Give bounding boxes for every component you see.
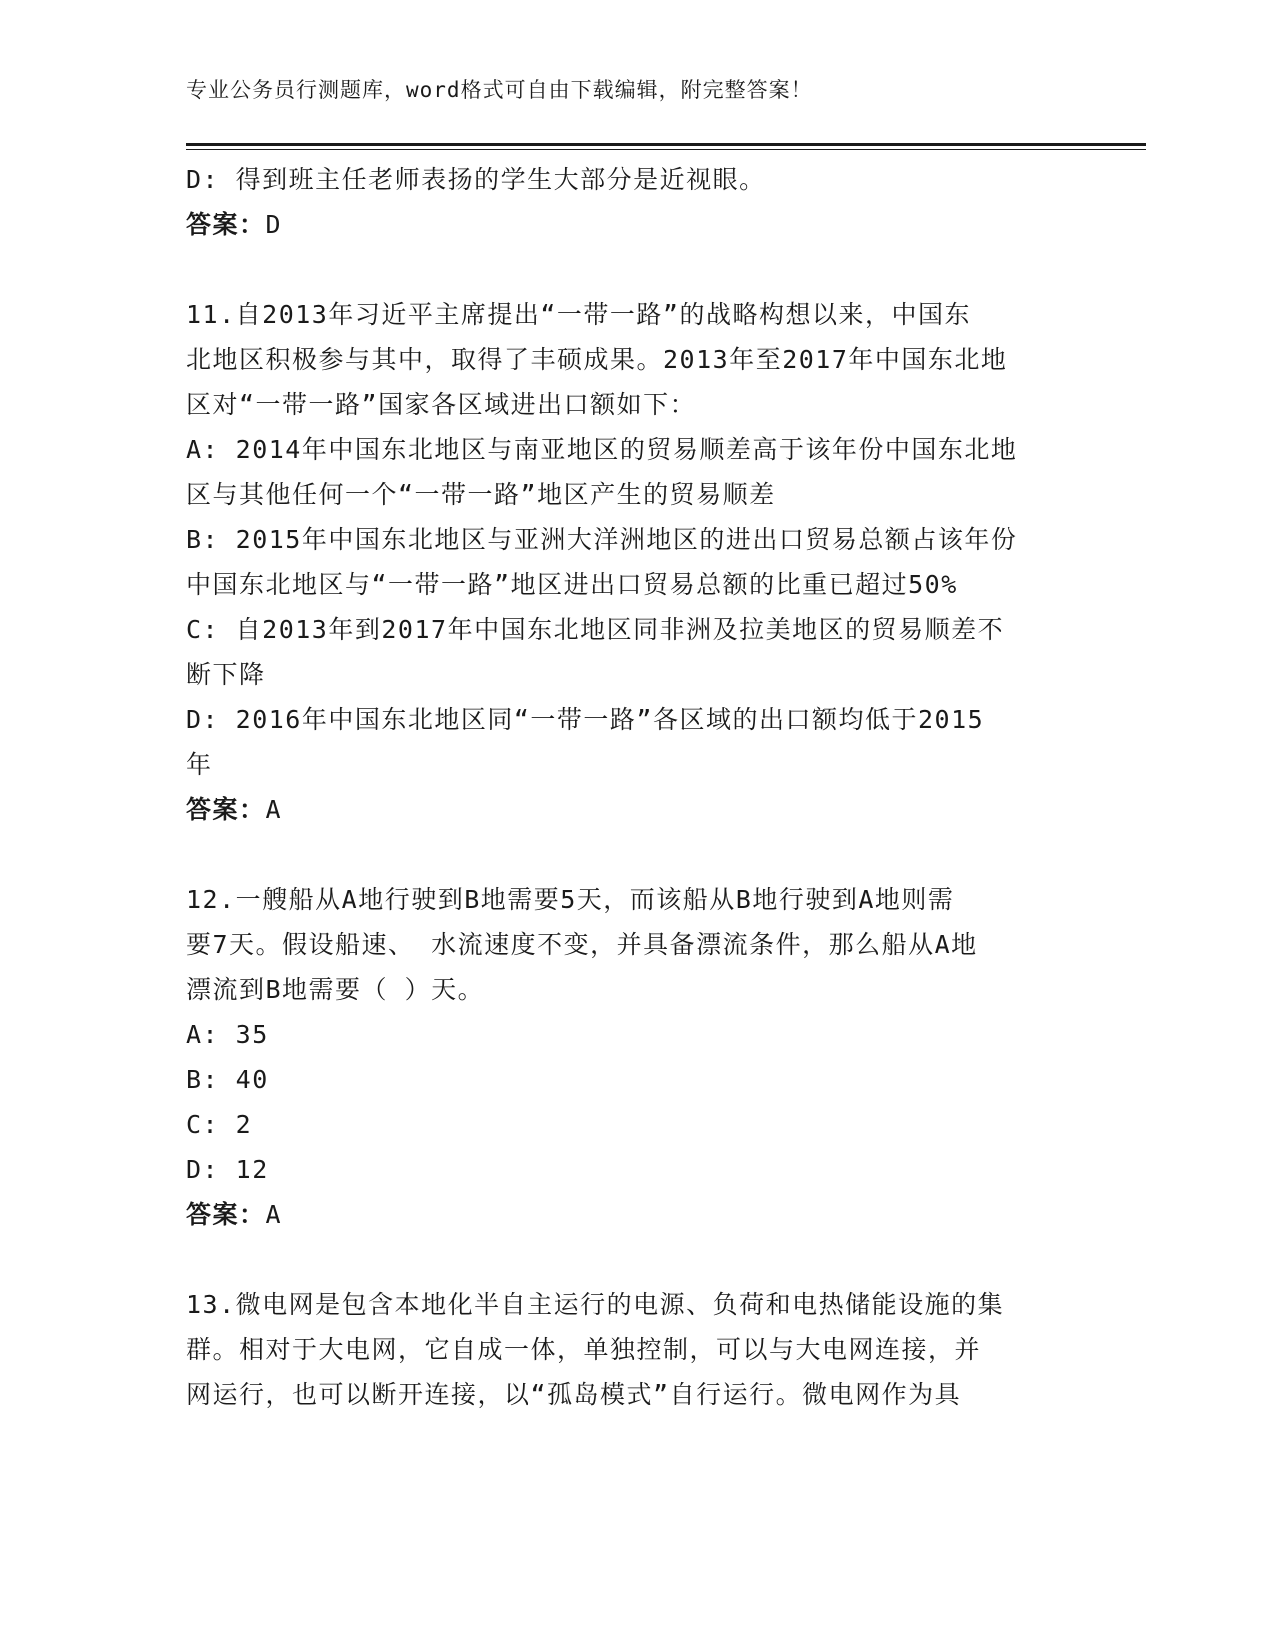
q11-option-d-line-1: D: 2016年中国东北地区同“一带一路”各区域的出口额均低于2015 xyxy=(186,705,985,734)
q11-option-d-line-2: 年 xyxy=(186,750,213,779)
q11-option-c-line-2: 断下降 xyxy=(186,660,266,689)
q13-stem-line-2: 群。相对于大电网，它自成一体，单独控制，可以与大电网连接，并 xyxy=(186,1335,982,1364)
q10-option-d: D: 得到班主任老师表扬的学生大部分是近视眼。 xyxy=(186,165,766,194)
q12-stem-line-3: 漂流到B地需要（ ）天。 xyxy=(186,975,485,1004)
q11-option-a-line-1: A: 2014年中国东北地区与南亚地区的贸易顺差高于该年份中国东北地 xyxy=(186,435,1018,464)
answer-value: A xyxy=(265,795,283,824)
answer-label: 答案： xyxy=(186,210,266,239)
q11-option-c-line-1: C: 自2013年到2017年中国东北地区同非洲及拉美地区的贸易顺差不 xyxy=(186,615,1005,644)
q11-stem-line-1: 11.自2013年习近平主席提出“一带一路”的战略构想以来，中国东 xyxy=(186,300,971,329)
header-divider xyxy=(186,143,1146,146)
answer-value: A xyxy=(265,1200,283,1229)
q12-stem-line-2: 要7天。假设船速、 水流速度不变，并具备漂流条件，那么船从A地 xyxy=(186,930,978,959)
answer-label: 答案： xyxy=(186,1200,266,1229)
document-body xyxy=(186,157,1086,1417)
q12-stem-line-1: 12.一艘船从A地行驶到B地需要5天，而该船从B地行驶到A地则需 xyxy=(186,885,955,914)
q12-option-d: D: 12 xyxy=(186,1155,269,1184)
q12-option-b: B: 40 xyxy=(186,1065,269,1094)
q13-stem-line-3: 网运行，也可以断开连接，以“孤岛模式”自行运行。微电网作为具 xyxy=(186,1380,962,1409)
answer-value: D xyxy=(265,210,283,239)
q11-answer xyxy=(186,787,1086,832)
q12-option-c: C: 2 xyxy=(186,1110,253,1139)
q13-stem-line-1: 13.微电网是包含本地化半自主运行的电源、负荷和电热储能设施的集 xyxy=(186,1290,1005,1319)
q12-option-a: A: 35 xyxy=(186,1020,269,1049)
q11-option-b-line-2: 中国东北地区与“一带一路”地区进出口贸易总额的比重已超过50% xyxy=(186,570,958,599)
answer-label: 答案： xyxy=(186,795,266,824)
q10-answer xyxy=(186,202,1086,247)
header-divider-thin xyxy=(186,149,1146,150)
q11-option-a-line-2: 区与其他任何一个“一带一路”地区产生的贸易顺差 xyxy=(186,480,776,509)
q11-stem-line-2: 北地区积极参与其中，取得了丰硕成果。2013年至2017年中国东北地 xyxy=(186,345,1008,374)
q11-stem-line-3: 区对“一带一路”国家各区域进出口额如下： xyxy=(186,390,697,419)
q11-option-b-line-1: B: 2015年中国东北地区与亚洲大洋洲地区的进出口贸易总额占该年份 xyxy=(186,525,1018,554)
page-header: 专业公务员行测题库，word格式可自由下载编辑，附完整答案！ xyxy=(186,78,813,102)
q12-answer xyxy=(186,1192,1086,1237)
